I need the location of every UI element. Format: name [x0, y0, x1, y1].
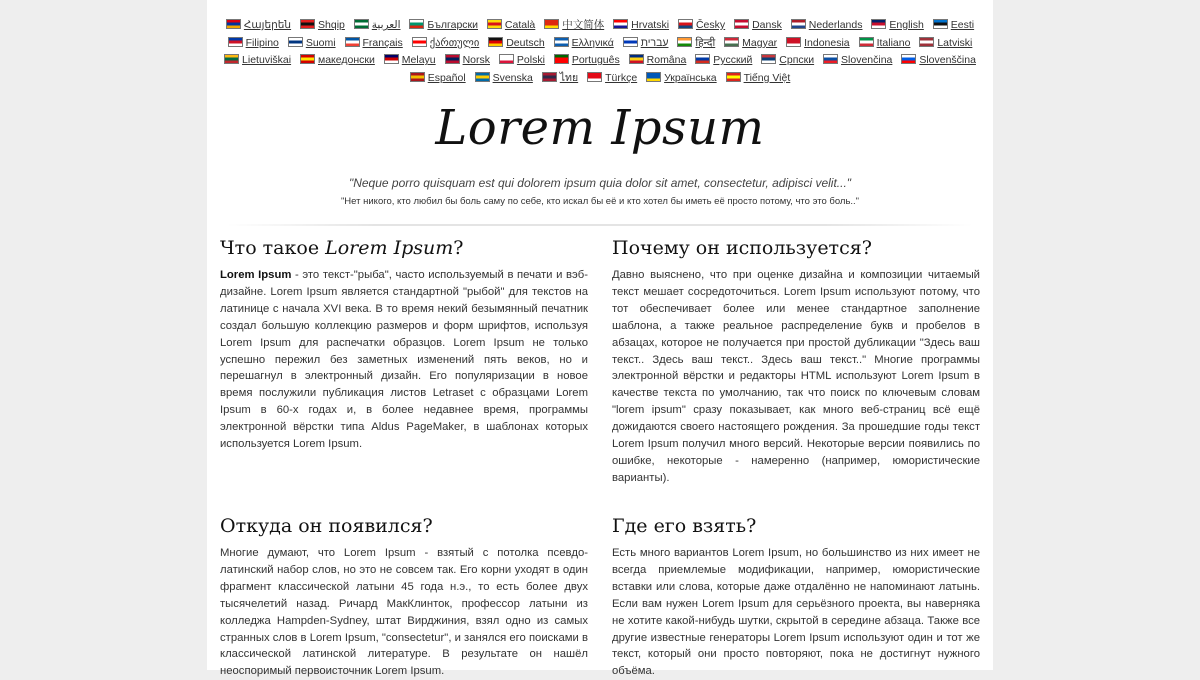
language-label: Magyar	[742, 36, 778, 49]
flag-icon	[871, 19, 886, 29]
language-label: 中文简体	[562, 19, 605, 31]
flag-icon	[613, 19, 628, 29]
flag-icon	[544, 19, 559, 29]
language-label: македонски	[318, 54, 375, 67]
language-link[interactable]	[933, 17, 974, 35]
language-label: עברית	[640, 36, 669, 49]
language-link[interactable]	[786, 35, 850, 53]
language-label: Українська	[664, 71, 717, 84]
language-link[interactable]	[613, 17, 669, 35]
flag-icon	[488, 37, 503, 47]
flag-icon	[726, 72, 741, 82]
language-link[interactable]	[542, 70, 578, 88]
language-label: Polski	[516, 54, 545, 67]
flag-icon	[901, 54, 916, 64]
flag-icon	[919, 37, 934, 47]
language-link[interactable]	[859, 35, 911, 53]
language-link[interactable]	[228, 35, 279, 53]
flag-icon	[761, 54, 776, 64]
language-label: हिन्दी	[695, 36, 716, 49]
language-label: Ελληνικά	[571, 36, 614, 49]
language-link[interactable]	[226, 17, 291, 35]
flag-icon	[499, 54, 514, 64]
flag-icon	[646, 72, 661, 82]
language-label: Español	[427, 71, 466, 84]
flag-icon	[410, 72, 425, 82]
language-label: Melayu	[401, 54, 436, 67]
language-link[interactable]	[623, 35, 669, 53]
language-label: Eesti	[950, 19, 975, 31]
language-link[interactable]	[587, 70, 637, 88]
flag-icon	[412, 37, 427, 47]
body-text: - это текст-"рыба", часто используемый в печати и вэб-дизайне. Lorem Ipsum является стандартной "рыбой" для текстов на латинице с начала XVI века. В то время некий безымянный печатник создал большую коллекцию размеров и форм шрифтов, используя Lorem Ipsum для распечатки образцов. Lorem Ipsum не только успешно пережил без заметных изменений пять веков, но и перешагнул в электронный дизайн. Его популяризации в новое время послужили публикация листов Letraset с образцами Lorem Ipsum в 60-х годах и, в более недавнее время, программы электронной вёрстки типа Aldus PageMaker, в шаблонах которых используется Lorem Ipsum.	[220, 269, 588, 451]
section-heading: Где его взять?	[612, 515, 757, 537]
language-link[interactable]	[409, 17, 478, 35]
language-link[interactable]	[544, 17, 604, 35]
flag-icon	[445, 54, 460, 64]
body-bold-term: Lorem Ipsum	[220, 269, 292, 281]
section-heading: Почему он используется?	[612, 237, 872, 259]
flag-icon	[384, 54, 399, 64]
language-link[interactable]	[224, 52, 291, 70]
flag-icon	[475, 72, 490, 82]
language-label: Slovenščina	[919, 54, 976, 67]
flag-icon	[678, 19, 693, 29]
language-link[interactable]	[823, 52, 892, 70]
language-link[interactable]	[677, 35, 715, 53]
section-body: Многие думают, что Lorem Ipsum - взятый с потолка псевдо-латинский набор слов, но это не совсем так. Его корни уходят в один фрагмент классической латыни 45 года н.э., то есть более двух тысячелетий назад. Ричард МакКлинток, профессор латыни из колледжа Hampden-Sydney, штат Вирджиния, взял одно из самых странных слов в Lorem Ipsum, "consectetur", и занялся его поисками в классической латинской литературе. В результате он нашёл неоспоримый первоисточник Lorem Ipsum.	[220, 547, 588, 678]
language-label: Suomi	[305, 36, 336, 49]
flag-icon	[226, 19, 241, 29]
language-link[interactable]	[487, 17, 535, 35]
language-link[interactable]	[412, 35, 480, 53]
language-label: English	[889, 19, 924, 31]
language-label: العربية	[371, 19, 401, 31]
language-link[interactable]	[901, 52, 976, 70]
language-link[interactable]	[345, 35, 403, 53]
flag-icon	[629, 54, 644, 64]
language-link[interactable]	[629, 52, 687, 70]
flag-icon	[859, 37, 874, 47]
section-body: Есть много вариантов Lorem Ipsum, но большинство из них имеет не всегда приемлемые модификации, например, юмористические вставки или слова, которые даже отдалённо не напоминают латынь. Если вам нужен Lorem Ipsum для серьёзного проекта, вы наверняка не хотите какой-нибудь шутки, скрытой в середине абзаца. Также все другие известные генераторы Lorem Ipsum используют один и тот же текст, который они просто повторяют, пока не достигнут нужного объёма.	[612, 547, 980, 678]
heading-suffix: ?	[453, 237, 464, 259]
language-label: Հայերեն	[243, 19, 292, 31]
language-label: Filipino	[245, 36, 279, 49]
language-label: Româna	[646, 54, 687, 67]
section-heading	[220, 236, 588, 260]
language-label: Slovenčina	[841, 54, 893, 67]
language-label: Italiano	[876, 36, 911, 49]
language-link[interactable]	[919, 35, 972, 53]
language-label: Français	[362, 36, 403, 49]
language-link[interactable]	[475, 70, 533, 88]
language-label: Shqip	[318, 19, 345, 31]
language-label: ไทย	[559, 71, 579, 84]
section-origin	[220, 514, 588, 680]
flag-icon	[933, 19, 948, 29]
section-why-used	[612, 236, 980, 487]
language-link[interactable]	[678, 17, 725, 35]
flag-icon	[409, 19, 424, 29]
section-body	[220, 267, 588, 453]
flag-icon	[734, 19, 749, 29]
flag-icon	[354, 19, 369, 29]
flag-icon	[345, 37, 360, 47]
language-link[interactable]	[734, 17, 782, 35]
flag-icon	[300, 54, 315, 64]
language-label: Česky	[695, 19, 726, 31]
flag-icon	[695, 54, 710, 64]
language-link[interactable]	[445, 52, 490, 70]
language-link[interactable]	[288, 35, 336, 53]
flag-icon	[554, 54, 569, 64]
language-link[interactable]	[499, 52, 545, 70]
language-label: Norsk	[462, 54, 490, 67]
flag-icon	[677, 37, 692, 47]
flag-icon	[542, 72, 557, 82]
latin-quote: "Neque porro quisquam est qui dolorem ipsum quia dolor sit amet, consectetur, adipisci velit..."	[348, 176, 852, 190]
flag-icon	[300, 19, 315, 29]
language-label: Deutsch	[506, 36, 545, 49]
language-link[interactable]	[726, 70, 791, 88]
language-links	[207, 17, 993, 87]
language-link[interactable]	[871, 17, 923, 35]
language-label: Tiếng Việt	[743, 71, 791, 84]
flag-icon	[288, 37, 303, 47]
flag-icon	[228, 37, 243, 47]
flag-icon	[724, 37, 739, 47]
language-label: ქართული	[429, 36, 480, 49]
language-link[interactable]	[354, 17, 401, 35]
section-heading: Откуда он появился?	[220, 515, 433, 537]
language-label: Svenska	[492, 71, 533, 84]
section-where-get	[612, 514, 980, 680]
language-link[interactable]	[384, 52, 436, 70]
language-label: Lietuviškai	[242, 54, 292, 67]
language-label: Türkçe	[605, 71, 638, 84]
flag-icon	[786, 37, 801, 47]
flag-icon	[224, 54, 239, 64]
language-label: Dansk	[752, 19, 782, 31]
flag-icon	[823, 54, 838, 64]
russian-quote: "Нет никого, кто любил бы боль саму по себе, кто искал бы её и кто хотел бы иметь её просто потому, что это боль.."	[340, 196, 860, 207]
language-link[interactable]	[300, 52, 375, 70]
language-link[interactable]	[724, 35, 777, 53]
heading-emphasis: Lorem Ipsum	[325, 237, 454, 259]
heading-text: Что такое	[220, 237, 326, 259]
header-divider	[227, 224, 973, 226]
flag-icon	[623, 37, 638, 47]
language-link[interactable]	[646, 70, 717, 88]
language-label: Indonesia	[804, 36, 850, 49]
language-label: Hrvatski	[631, 19, 670, 31]
language-label: Português	[571, 54, 620, 67]
language-link[interactable]	[761, 52, 814, 70]
flag-icon	[791, 19, 806, 29]
language-label: Latviski	[937, 36, 973, 49]
language-label: Nederlands	[808, 19, 863, 31]
language-link[interactable]	[791, 17, 863, 35]
language-label: Српски	[779, 54, 815, 67]
page-title: Lorem Ipsum	[435, 100, 765, 156]
language-label: Pyccкий	[713, 54, 753, 67]
language-label: Български	[427, 19, 478, 31]
language-link[interactable]	[300, 17, 345, 35]
language-link[interactable]	[695, 52, 752, 70]
flag-icon	[587, 72, 602, 82]
language-link[interactable]	[410, 70, 466, 88]
language-label: Català	[504, 19, 536, 31]
flag-icon	[554, 37, 569, 47]
flag-icon	[487, 19, 502, 29]
language-link[interactable]	[554, 52, 620, 70]
language-link[interactable]	[488, 35, 545, 53]
section-body: Давно выяснено, что при оценке дизайна и композиции читаемый текст мешает сосредоточиться. Lorem Ipsum используют потому, что тот обеспечивает более или менее стандартное заполнение шаблона, а также реальное распределение букв и пробелов в абзацах, которое не получается при простой дубликации "Здесь ваш текст.. Здесь ваш текст.. Здесь ваш текст.." Многие программы электронной вёрстки и редакторы HTML используют Lorem Ipsum в качестве текста по умолчанию, так что поиск по ключевым словам "lorem ipsum" сразу показывает, как много веб-страниц всё ещё дожидаются своего настоящего рождения. За прошедшие годы текст Lorem Ipsum получил много версий. Некоторые версии появились по ошибке, некоторые - намеренно (например, юмористические варианты).	[612, 269, 980, 484]
section-what-is	[220, 236, 588, 453]
page-container	[207, 0, 993, 678]
language-link[interactable]	[554, 35, 614, 53]
